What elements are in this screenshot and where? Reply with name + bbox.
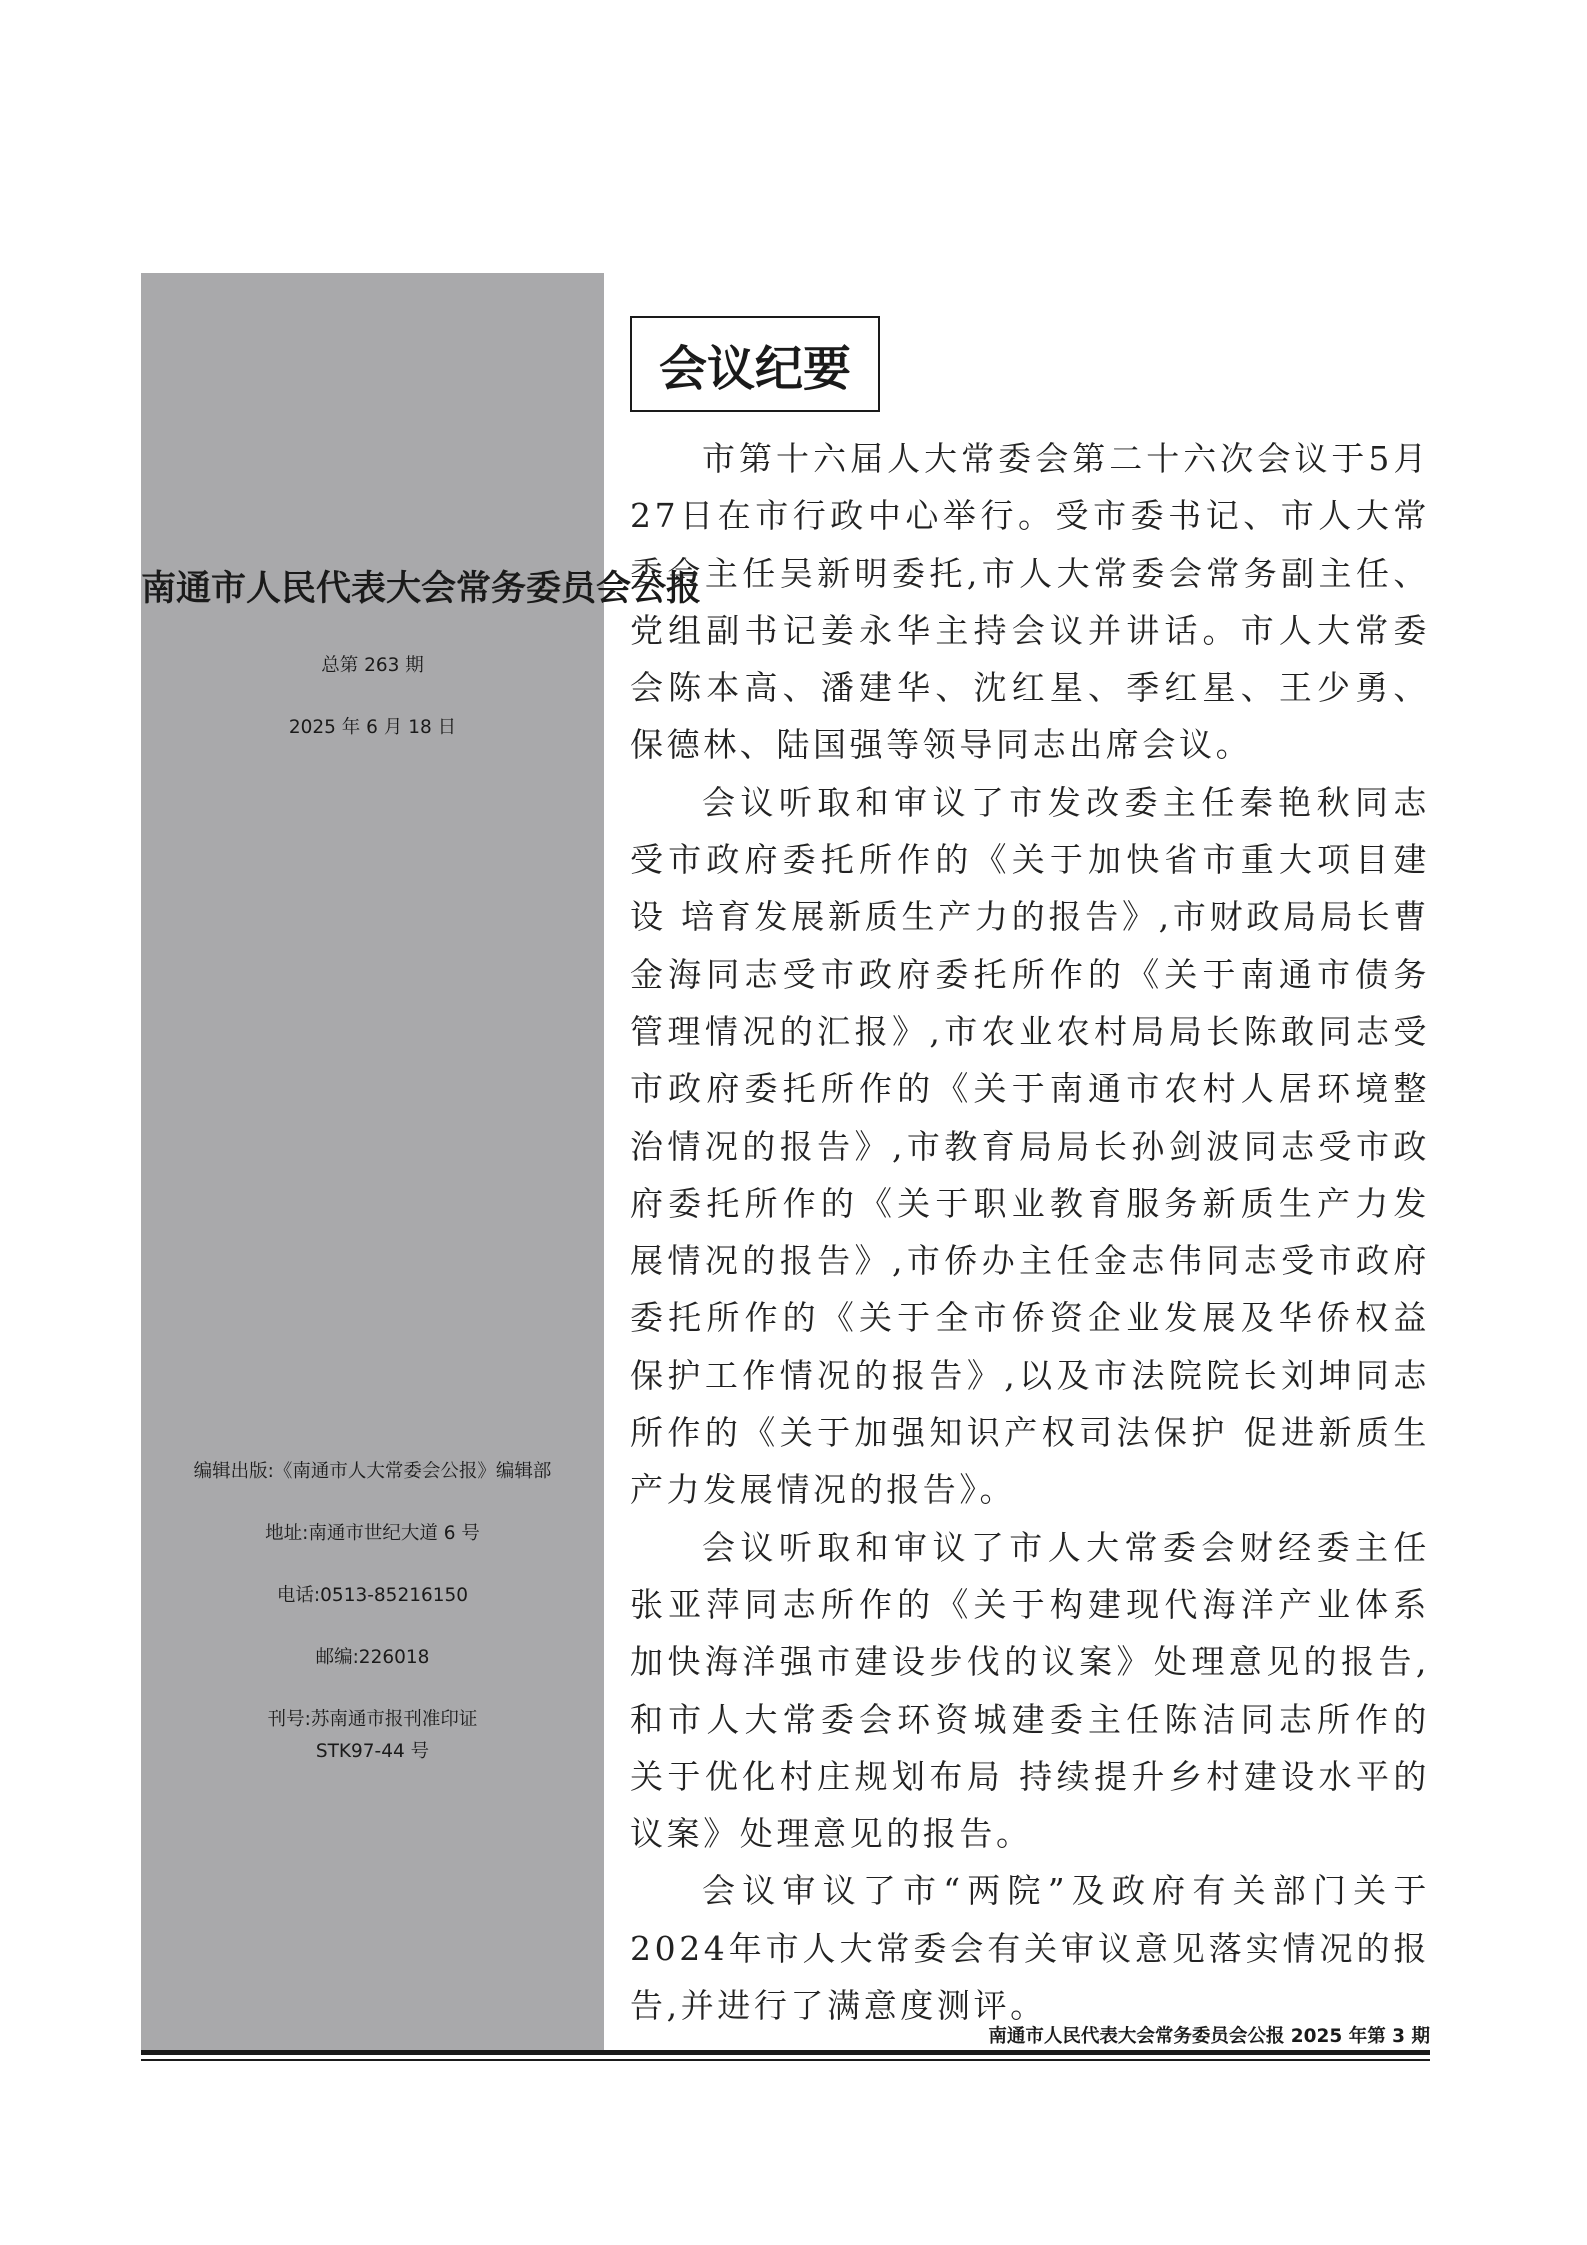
sidebar-panel	[141, 273, 702, 2050]
paragraph-1: 市第十六届人大常委会第二十六次会议于5月27日在市行政中心举行。受市委书记、市人大常委会主任吴新明委托,市人大常委会常务副主任、党组副书记姜永华主持会议并讲话。市人大常委会陈本高、潘建华、沈红星、季红星、王少勇、保德林、陆国强等领导同志出席会议。	[630, 439, 1430, 765]
footer-rule-thin	[141, 2059, 1430, 2061]
paragraph-4: 会议审议了市“两院”及政府有关部门关于2024年市人大常委会有关审议意见落实情况的报告,并进行了满意度测评。	[630, 1871, 1430, 2026]
postcode-line: 邮编:226018	[315, 1647, 430, 1668]
section-heading: 会议纪要	[630, 316, 880, 412]
issue-number: 总第 263 期	[321, 655, 424, 676]
issue-date: 2025 年 6 月 18 日	[288, 717, 457, 738]
paragraph-3: 会议听取和审议了市人大常委会财经委主任张亚萍同志所作的《关于构建现代海洋产业体系 加快海洋强市建设步伐的议案》处理意见的报告,和市人大常委会环资城建委主任陈洁同志所作的关于优化村庄规划布局 持续提升乡村建设水平的议案》处理意见的报告。	[630, 1527, 1430, 1854]
publisher-line: 编辑出版:《南通市人大常委会公报》编辑部	[193, 1461, 552, 1482]
permit-line-1: 刊号:苏南通市报刊准印证	[267, 1709, 478, 1730]
phone-line: 电话:0513-85216150	[276, 1585, 469, 1606]
permit-line-2: STK97-44 号	[315, 1741, 430, 1762]
footer-rule-thick	[141, 2050, 1430, 2055]
paragraph-2: 会议听取和审议了市发改委主任秦艳秋同志受市政府委托所作的《关于加快省市重大项目建设 培育发展新质生产力的报告》,市财政局局长曹金海同志受市政府委托所作的《关于南通市债务管理情况的汇报》,市农业农村局局长陈敢同志受市政府委托所作的《关于南通市农村人居环境整治情况的报告》,市教育局局长孙剑波同志受市政府委托所作的《关于职业教育服务新质生产力发展情况的报告》,市侨办主任金志伟同志受市政府委托所作的《关于全市侨资企业发展及华侨权益保护工作情况的报告》,以及市法院院长刘坤同志所作的《关于加强知识产权司法保护 促进新质生产力发展情况的报告》。	[630, 782, 1430, 1510]
article-body	[630, 430, 1430, 2034]
gazette-title: 南通市人民代表大会常务委员会公报	[141, 569, 702, 609]
address-line: 地址:南通市世纪大道 6 号	[265, 1523, 480, 1544]
running-footer: 南通市人民代表大会常务委员会公报 2025 年第 3 期	[988, 2026, 1430, 2047]
